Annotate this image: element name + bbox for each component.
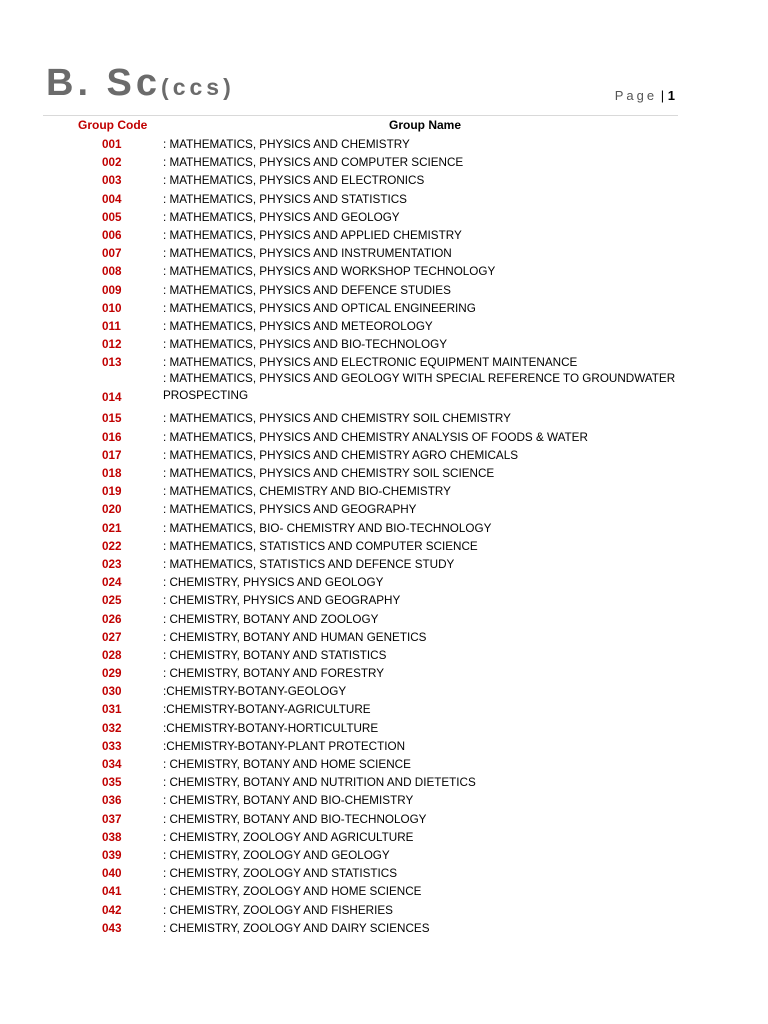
group-name: : CHEMISTRY, ZOOLOGY AND HOME SCIENCE xyxy=(163,885,422,899)
group-code: 043 xyxy=(102,921,122,935)
page-separator: | xyxy=(660,88,665,103)
group-code: 006 xyxy=(102,228,122,242)
group-name: : CHEMISTRY, PHYSICS AND GEOGRAPHY xyxy=(163,594,401,608)
group-name: : MATHEMATICS, STATISTICS AND DEFENCE STUDY xyxy=(163,557,455,571)
group-name: : CHEMISTRY, ZOOLOGY AND DAIRY SCIENCES xyxy=(163,921,430,935)
group-name: : CHEMISTRY, BOTANY AND ZOOLOGY xyxy=(163,612,379,626)
group-code: 029 xyxy=(102,667,122,681)
group-name: : MATHEMATICS, PHYSICS AND CHEMISTRY ANALYSIS OF FOODS & WATER xyxy=(163,430,588,444)
table-row xyxy=(0,646,768,664)
table-row xyxy=(0,610,768,628)
group-code: 042 xyxy=(102,903,122,917)
group-name: : MATHEMATICS, PHYSICS AND COMPUTER SCIENCE xyxy=(163,156,464,170)
group-code: 008 xyxy=(102,265,122,279)
group-name: : CHEMISTRY, BOTANY AND FORESTRY xyxy=(163,667,385,681)
column-header-group-code: Group Code xyxy=(78,118,148,132)
table-row xyxy=(0,353,768,371)
group-name: : MATHEMATICS, PHYSICS AND STATISTICS xyxy=(163,192,407,206)
group-name: : MATHEMATICS, PHYSICS AND APPLIED CHEMISTRY xyxy=(163,228,462,242)
table-row xyxy=(0,464,768,482)
group-name: : CHEMISTRY, BOTANY AND HUMAN GENETICS xyxy=(163,630,427,644)
group-code: 037 xyxy=(102,812,122,826)
table-row xyxy=(0,737,768,755)
group-code: 005 xyxy=(102,210,122,224)
table-row xyxy=(0,773,768,791)
document-title xyxy=(46,62,235,105)
group-code: 020 xyxy=(102,503,122,517)
table-row xyxy=(0,700,768,718)
header-divider xyxy=(43,115,678,116)
group-code: 019 xyxy=(102,485,122,499)
group-code: 038 xyxy=(102,830,122,844)
group-name: : CHEMISTRY, ZOOLOGY AND FISHERIES xyxy=(163,903,393,917)
group-code: 036 xyxy=(102,794,122,808)
table-row xyxy=(0,428,768,446)
table-row xyxy=(0,500,768,518)
group-name: : MATHEMATICS, PHYSICS AND CHEMISTRY AGRO CHEMICALS xyxy=(163,448,519,462)
group-code: 011 xyxy=(102,319,121,333)
table-row xyxy=(0,409,768,427)
table-row xyxy=(0,281,768,299)
table-row xyxy=(0,171,768,189)
group-name: : MATHEMATICS, PHYSICS AND CHEMISTRY xyxy=(163,138,410,151)
group-name: : MATHEMATICS, PHYSICS AND CHEMISTRY SOIL SCIENCE xyxy=(163,467,495,480)
group-name: : CHEMISTRY, BOTANY AND BIO-TECHNOLOGY xyxy=(163,812,427,826)
group-name: : MATHEMATICS, PHYSICS AND BIO-TECHNOLOGY xyxy=(163,338,447,352)
page-label: Page xyxy=(614,88,658,103)
group-code: 034 xyxy=(102,758,122,771)
group-name: :CHEMISTRY-BOTANY-AGRICULTURE xyxy=(163,703,371,717)
group-code: 028 xyxy=(102,648,122,662)
group-code: 010 xyxy=(102,301,122,315)
group-name: : CHEMISTRY, BOTANY AND BIO-CHEMISTRY xyxy=(163,794,414,808)
group-name: : MATHEMATICS, PHYSICS AND GEOLOGY xyxy=(163,210,400,224)
table-row xyxy=(0,537,768,555)
group-name: : MATHEMATICS, PHYSICS AND INSTRUMENTATION xyxy=(163,247,452,261)
table-row xyxy=(0,628,768,646)
group-code: 023 xyxy=(102,557,122,571)
table-row xyxy=(0,828,768,846)
group-code: 032 xyxy=(102,721,122,735)
table-row xyxy=(0,846,768,864)
group-code: 022 xyxy=(102,539,122,553)
table-row xyxy=(0,135,768,153)
group-table xyxy=(0,135,768,937)
title-main: B. Sc xyxy=(46,62,162,104)
group-code: 030 xyxy=(102,685,122,699)
group-name: : CHEMISTRY, BOTANY AND STATISTICS xyxy=(163,648,387,662)
group-code: 012 xyxy=(102,338,122,352)
table-row xyxy=(0,335,768,353)
group-name: : MATHEMATICS, PHYSICS AND GEOGRAPHY xyxy=(163,503,417,517)
group-code: 040 xyxy=(102,867,122,881)
group-code: 018 xyxy=(102,467,122,480)
table-row xyxy=(0,317,768,335)
table-row xyxy=(0,719,768,737)
group-code: 026 xyxy=(102,612,122,626)
table-row xyxy=(0,791,768,809)
table-row xyxy=(0,919,768,937)
table-row xyxy=(0,664,768,682)
group-name: :CHEMISTRY-BOTANY-PLANT PROTECTION xyxy=(163,739,406,753)
group-name: : MATHEMATICS, PHYSICS AND CHEMISTRY SOIL CHEMISTRY xyxy=(163,412,511,426)
table-row xyxy=(0,244,768,262)
table-row xyxy=(0,591,768,609)
group-code: 035 xyxy=(102,776,122,790)
group-code: 039 xyxy=(102,848,122,862)
group-code: 013 xyxy=(102,356,122,370)
group-code: 003 xyxy=(102,174,122,188)
table-row xyxy=(0,573,768,591)
group-name: : MATHEMATICS, PHYSICS AND GEOLOGY WITH SPECIAL REFERENCE TO GROUNDWATER PROSPECTING xyxy=(163,372,676,403)
group-name: : MATHEMATICS, PHYSICS AND ELECTRONIC EQUIPMENT MAINTENANCE xyxy=(163,356,578,370)
table-row xyxy=(0,153,768,171)
group-name: : MATHEMATICS, BIO- CHEMISTRY AND BIO-TECHNOLOGY xyxy=(163,521,492,535)
group-code: 025 xyxy=(102,594,122,608)
table-row xyxy=(0,864,768,882)
group-code: 033 xyxy=(102,739,122,753)
column-header-group-name: Group Name xyxy=(389,118,462,132)
table-row xyxy=(0,882,768,900)
group-code: 007 xyxy=(102,247,122,261)
table-row xyxy=(0,371,768,409)
table-row xyxy=(0,299,768,317)
group-code: 021 xyxy=(102,521,122,535)
group-code: 002 xyxy=(102,156,122,170)
group-code: 016 xyxy=(102,430,122,444)
page-number-indicator xyxy=(615,88,675,103)
page-number: 1 xyxy=(667,88,675,103)
group-code: 017 xyxy=(102,448,122,462)
group-name: : MATHEMATICS, PHYSICS AND WORKSHOP TECHNOLOGY xyxy=(163,265,496,279)
group-name: : CHEMISTRY, ZOOLOGY AND STATISTICS xyxy=(163,867,398,881)
group-code: 015 xyxy=(102,412,122,426)
group-name: : CHEMISTRY, PHYSICS AND GEOLOGY xyxy=(163,576,384,590)
table-row xyxy=(0,682,768,700)
table-row xyxy=(0,901,768,919)
table-row xyxy=(0,190,768,208)
group-name: : MATHEMATICS, STATISTICS AND COMPUTER SCIENCE xyxy=(163,539,478,553)
group-name: : CHEMISTRY, BOTANY AND NUTRITION AND DIETETICS xyxy=(163,776,476,790)
table-row xyxy=(0,810,768,828)
group-name: : MATHEMATICS, PHYSICS AND DEFENCE STUDIES xyxy=(163,283,451,297)
group-code: 004 xyxy=(102,192,122,206)
group-code: 027 xyxy=(102,630,122,644)
table-row xyxy=(0,446,768,464)
group-code: 024 xyxy=(102,576,122,590)
table-row xyxy=(0,208,768,226)
table-row xyxy=(0,482,768,500)
group-name: : MATHEMATICS, PHYSICS AND METEOROLOGY xyxy=(163,319,433,333)
table-row xyxy=(0,555,768,573)
group-code: 041 xyxy=(102,885,122,899)
group-name: : CHEMISTRY, ZOOLOGY AND GEOLOGY xyxy=(163,848,390,862)
group-code: 031 xyxy=(102,703,122,717)
group-name: : MATHEMATICS, PHYSICS AND ELECTRONICS xyxy=(163,174,425,188)
table-row xyxy=(0,519,768,537)
table-row xyxy=(0,226,768,244)
group-name: :CHEMISTRY-BOTANY-HORTICULTURE xyxy=(163,721,379,735)
group-code: 001 xyxy=(102,138,122,151)
group-name: : MATHEMATICS, CHEMISTRY AND BIO-CHEMISTRY xyxy=(163,485,451,499)
group-name: : MATHEMATICS, PHYSICS AND OPTICAL ENGINEERING xyxy=(163,301,476,315)
title-subtitle: (ccs) xyxy=(161,74,235,100)
table-row xyxy=(0,262,768,280)
group-code: 009 xyxy=(102,283,122,297)
group-name: : CHEMISTRY, BOTANY AND HOME SCIENCE xyxy=(163,758,411,771)
group-name: :CHEMISTRY-BOTANY-GEOLOGY xyxy=(163,685,347,699)
group-name: : CHEMISTRY, ZOOLOGY AND AGRICULTURE xyxy=(163,830,414,844)
group-code: 014 xyxy=(102,391,122,405)
table-row xyxy=(0,755,768,773)
